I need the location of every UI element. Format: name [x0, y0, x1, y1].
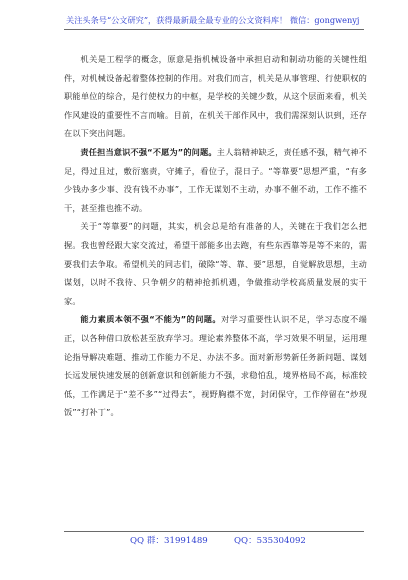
paragraph-text: 关于“等靠要”的问题，其实，机会总是给有准备的人，关键在于我们怎么把握。我也曾经跟大家交流过，希望干部能多出去跑，有些东西靠等是等不来的，需要我们去争取。希望机关的同志们，破除“等、靠、要”思想，自觉解放思想，主动谋划，以时不我待、只争朝夕的精神抢抓机遇，争做推动学校高质量发展的实干家。	[64, 221, 367, 306]
footer-divider	[64, 531, 364, 532]
document-body	[64, 50, 367, 422]
paragraph-heading: 能力素质本领不强“不能为”的问题。	[80, 314, 222, 325]
paragraph-responsibility	[64, 143, 367, 217]
paragraph-text: 机关是工程学的概念，原意是指机械设备中承担启动和制动功能的关键性组件，对机械设备起着整体控制的作用。对我们而言，机关是从事管理、行使职权的职能单位的综合，是行使权力的中枢，是学校的关键少数，从这个层面来看，机关作风建设的重要性不言而喻。目前，在机关干部作风中，我们需深刻认识到，还存在以下突出问题。	[64, 54, 367, 139]
paragraph-ability	[64, 310, 367, 422]
qq-group-number: QQ 群：31991489	[130, 536, 208, 546]
header-divider	[64, 29, 364, 30]
qq-number: QQ：535304092	[234, 536, 306, 546]
paragraph-intro	[64, 50, 367, 143]
paragraph-text: 主人翁精神缺乏，责任感不强，精气神不足，得过且过，敷衍塞责，守摊子，看位子，混日子。“等靠要”思想严重，“有多少钱办多少事、没有钱不办事”，工作无谋划不主动，办事不催不动，工作不推不干，甚至推也推不动。	[64, 146, 367, 213]
page-header: 关注头条号“公文研究”，获得最新最全最专业的公文资料库！ 微信：gongwenyj	[66, 15, 360, 25]
page-footer	[64, 533, 364, 549]
paragraph-text: 对学习重要性认识不足，学习态度不端正，以各种借口放松甚至放弃学习。理论素养整体不高，学习效果不明显，运用理论指导解决难题、推动工作能力不足、办法不多。面对新形势新任务新问题、谋划长远发展快速发展的创新意识和创新能力不强，求稳怕乱，境界格局不高，标准较低，工作满足于“差不多”“过得去”，视野胸襟不宽，封闭保守，工作停留在“炒现饭”“打补丁”。	[64, 314, 367, 418]
paragraph-waiting-relying	[64, 217, 367, 310]
paragraph-heading: 责任担当意识不强“不愿为”的问题。	[80, 146, 217, 157]
